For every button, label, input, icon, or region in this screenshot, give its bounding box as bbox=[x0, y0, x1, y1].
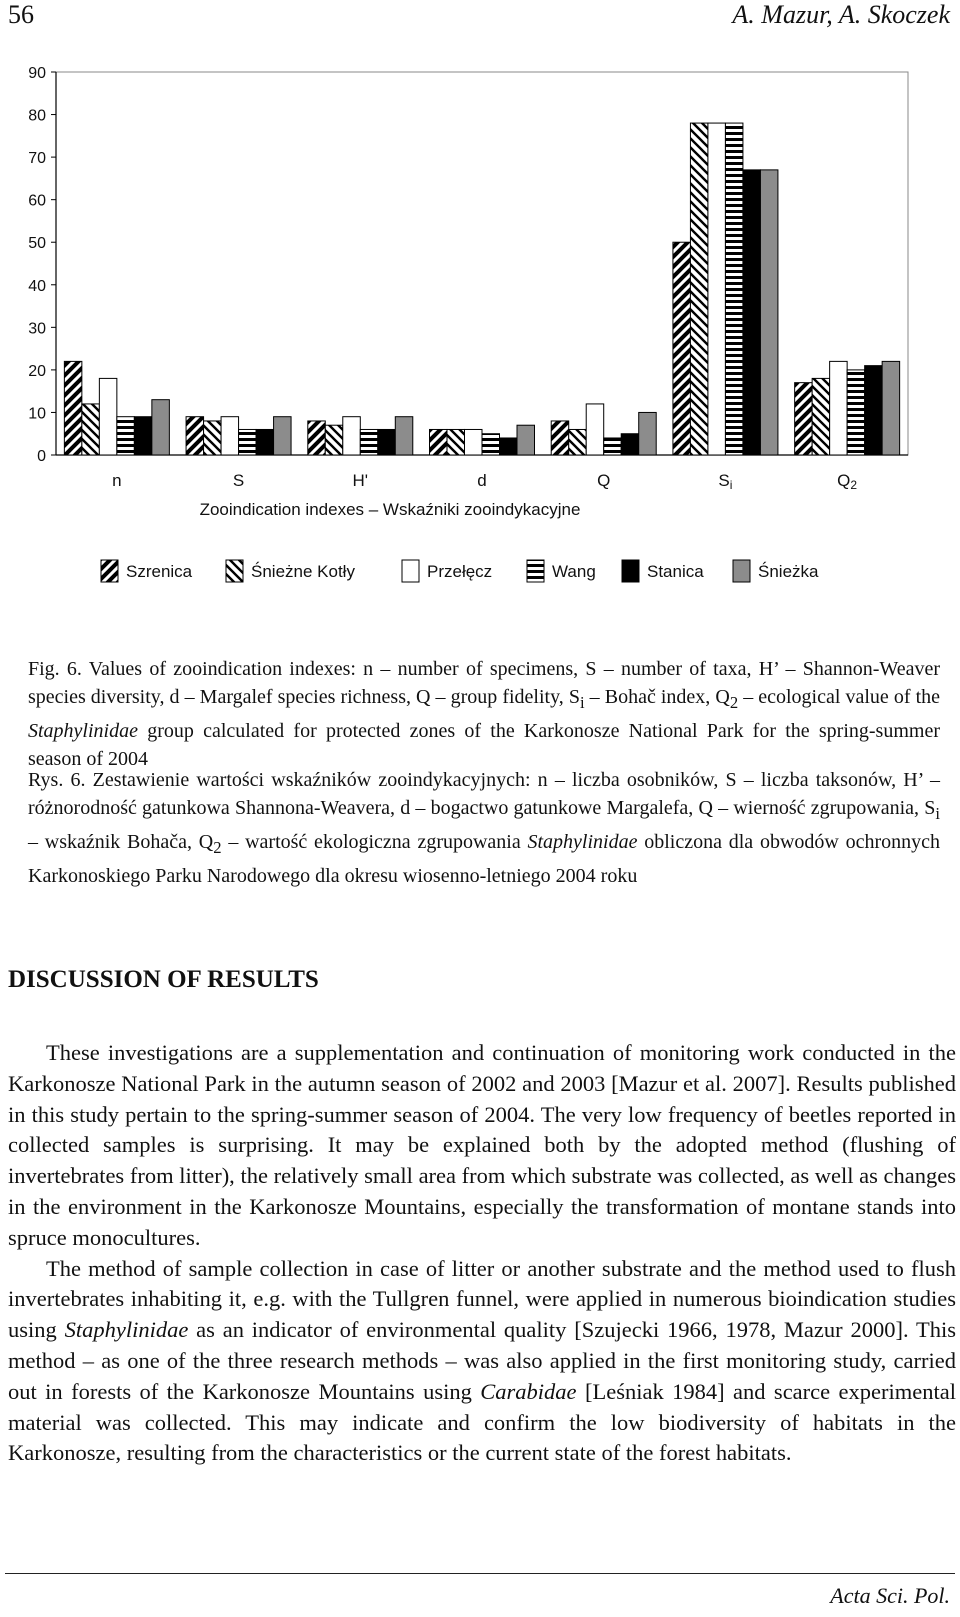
x-tick-label: n bbox=[112, 471, 122, 490]
bar-przełęcz-1 bbox=[221, 417, 239, 455]
footer-rule bbox=[5, 1573, 955, 1574]
y-tick-label: 40 bbox=[28, 277, 46, 295]
bar-przełęcz-0 bbox=[99, 378, 117, 455]
bar-śnieżne-kotły-6 bbox=[812, 378, 830, 455]
bar-wang-6 bbox=[847, 370, 865, 455]
bar-stanica-0 bbox=[134, 417, 152, 455]
bar-wang-5 bbox=[725, 123, 743, 455]
caption-en-sub: 2 bbox=[729, 693, 739, 712]
legend-label: Przełęcz bbox=[427, 562, 493, 581]
running-head: A. Mazur, A. Skoczek bbox=[732, 0, 950, 29]
legend-swatch bbox=[101, 560, 118, 582]
bar-śnieżne-kotły-0 bbox=[82, 404, 100, 455]
bar-przełęcz-6 bbox=[830, 361, 848, 455]
bar-szrenica-0 bbox=[64, 361, 82, 455]
bar-wang-4 bbox=[604, 438, 622, 455]
bar-przełęcz-3 bbox=[465, 429, 483, 455]
y-tick-label: 60 bbox=[28, 192, 46, 210]
caption-en-text: Bohač index, Q bbox=[599, 686, 730, 708]
taxon-name: Staphylinidae bbox=[28, 720, 138, 742]
bar-szrenica-2 bbox=[308, 421, 326, 455]
y-tick-label: 0 bbox=[37, 448, 46, 465]
bar-śnieżka-5 bbox=[760, 170, 778, 455]
y-tick-label: 70 bbox=[28, 150, 46, 168]
bar-szrenica-5 bbox=[673, 242, 691, 455]
x-tick-label: Q bbox=[597, 471, 611, 490]
bar-stanica-2 bbox=[378, 429, 396, 455]
caption-en-text: Fig. 6. Values of zooindication indexes: n – number of specimens, S – number of taxa, H’ – Shannon-Weaver species diversity, d – Margalef species richness, Q – group fidelity, S bbox=[28, 658, 940, 708]
caption-pl-sub: i bbox=[935, 804, 940, 823]
bar-śnieżka-4 bbox=[639, 412, 657, 455]
bar-szrenica-6 bbox=[795, 383, 813, 455]
y-tick-label: 90 bbox=[28, 65, 46, 82]
bar-śnieżne-kotły-5 bbox=[690, 123, 708, 455]
legend-label: Śnieżka bbox=[758, 562, 819, 581]
caption-pl-sub: 2 bbox=[213, 838, 222, 857]
bar-śnieżne-kotły-1 bbox=[204, 421, 222, 455]
caption-en-sub: i bbox=[579, 693, 585, 712]
bar-śnieżka-2 bbox=[395, 417, 413, 455]
bar-śnieżka-3 bbox=[517, 425, 535, 455]
body-text bbox=[8, 1038, 956, 1469]
bar-śnieżka-6 bbox=[882, 361, 900, 455]
x-tick-label: Si bbox=[718, 471, 733, 492]
y-tick-label: 20 bbox=[28, 362, 46, 380]
taxon-name: Staphylinidae bbox=[527, 831, 638, 853]
paragraph bbox=[8, 1254, 956, 1470]
x-tick-label: H' bbox=[352, 471, 369, 490]
caption-pl-text: obliczona dla obwodów ochronnych Karkonoskiego Parku Narodowego dla okresu wiosenno-letniego 2004 roku bbox=[28, 831, 941, 887]
bar-stanica-4 bbox=[621, 434, 639, 455]
section-heading: DISCUSSION OF RESULTS bbox=[8, 966, 319, 993]
bar-śnieżka-1 bbox=[274, 417, 292, 455]
bar-wang-0 bbox=[117, 417, 135, 455]
journal-name: Acta Sci. Pol. bbox=[830, 1583, 950, 1608]
caption-pl-text: – wskaźnik Bohača, Q bbox=[28, 831, 214, 853]
legend-swatch bbox=[226, 560, 243, 582]
plot-area-frame bbox=[56, 72, 908, 455]
bar-szrenica-1 bbox=[186, 417, 204, 455]
paragraph: These investigations are a supplementation and continuation of monitoring work conducted in the Karkonosze National Park in the autumn season of 2002 and 2003 [Mazur et al. 2007]. Results published in this study pertain to the spring-summer season of 2004. The very low frequency of beetles reported in collected samples is surprising. It may be explained both by the adopted method (flushing of invertebrates from litter), the relatively small area from which substrate was collected, as well as changes in the environment in the Karkonosze Mountains, especially the transformation of montane stands into spruce monocultures. bbox=[8, 1040, 956, 1250]
bar-szrenica-4 bbox=[551, 421, 569, 455]
bar-przełęcz-2 bbox=[343, 417, 361, 455]
paragraph-text: [Leśniak 1984] and scarce experimental material was collected. This may indicate and confirm the low biodiversity of habitats in the Karkonosze, resulting from the characteristics or the current state of the forest habitats. bbox=[8, 1378, 956, 1466]
bar-stanica-1 bbox=[256, 429, 274, 455]
x-tick-label: S bbox=[232, 471, 245, 490]
bar-wang-2 bbox=[360, 429, 378, 455]
x-axis-title: Zooindication indexes – Wskaźniki zooindykacyjne bbox=[199, 500, 581, 519]
figure-caption-english: Fig. 6. Values of zooindication indexes: n – number of specimens, S – number of taxa, H’ – Shannon-Weaver species diversity, d – Margalef species richness, Q – group fidelity, $S_i$ – Bohač index, $Q_2$ – ecological value of the Staphylinidae group calculated for protected zones of the Karkonosze National Park for the spring-summer season of 2004 bbox=[28, 658, 940, 770]
x-tick-label: Q2 bbox=[837, 471, 858, 492]
legend-swatch bbox=[622, 560, 639, 582]
bar-stanica-6 bbox=[865, 366, 883, 455]
page-number: 56 bbox=[8, 0, 34, 29]
bar-szrenica-3 bbox=[430, 429, 448, 455]
legend-label: Wang bbox=[552, 562, 596, 581]
paragraph-text: as an indicator of environmental quality [Szujecki 1966, 1978, Mazur 2000]. This method – as one of the three research methods – was also applied in the first monitoring study, carried out in forests of the Karkonosze Mountains using bbox=[8, 1317, 956, 1404]
y-tick-label: 50 bbox=[28, 235, 46, 253]
y-tick-label: 80 bbox=[28, 107, 46, 125]
bar-stanica-3 bbox=[500, 438, 518, 455]
caption-en-text: – ecological value of the bbox=[738, 686, 940, 708]
bar-śnieżne-kotły-4 bbox=[569, 429, 587, 455]
bar-wang-1 bbox=[239, 429, 256, 455]
legend-label: Śnieżne Kotły bbox=[251, 562, 355, 581]
bar-przełęcz-5 bbox=[708, 123, 726, 455]
y-tick-label: 30 bbox=[28, 320, 46, 338]
legend-swatch bbox=[527, 560, 544, 582]
x-tick-label: d bbox=[477, 471, 487, 490]
caption-en-text: group calculated for protected zones of the Karkonosze National Park for the spring-summer season of 2004 bbox=[28, 720, 940, 770]
bar-śnieżne-kotły-3 bbox=[447, 429, 465, 455]
bar-wang-3 bbox=[482, 434, 500, 455]
bar-przełęcz-4 bbox=[586, 404, 604, 455]
taxon-name: Carabidae bbox=[480, 1378, 577, 1404]
bar-śnieżka-0 bbox=[152, 400, 170, 455]
bar-stanica-5 bbox=[743, 170, 761, 455]
legend-label: Szrenica bbox=[126, 562, 193, 581]
legend-label: Stanica bbox=[647, 562, 704, 581]
paragraph-text: The method of sample collection in case of litter or another substrate and the method used to flush invertebrates inhabiting it, e.g. with the Tullgren funnel, were applied in numerous bioindication studies using bbox=[8, 1255, 956, 1343]
zooindication-bar-chart bbox=[0, 60, 960, 620]
legend-swatch bbox=[733, 560, 750, 582]
taxon-name: Staphylinidae bbox=[64, 1317, 189, 1343]
figure-caption-polish bbox=[28, 766, 940, 890]
y-tick-label: 10 bbox=[28, 405, 46, 423]
legend-swatch bbox=[402, 560, 419, 582]
bar-śnieżne-kotły-2 bbox=[325, 425, 343, 455]
caption-pl-text: Rys. 6. Zestawienie wartości wskaźników zooindykacyjnych: n – liczba osobników, S – liczba taksonów, H’ – różnorodność gatunkowa Shannona-Weavera, d – bogactwo gatunkowe Margalefa, Q – wierność zgrupowania, S bbox=[28, 769, 940, 819]
caption-pl-text: – wartość ekologiczna zgrupowania bbox=[221, 831, 528, 853]
